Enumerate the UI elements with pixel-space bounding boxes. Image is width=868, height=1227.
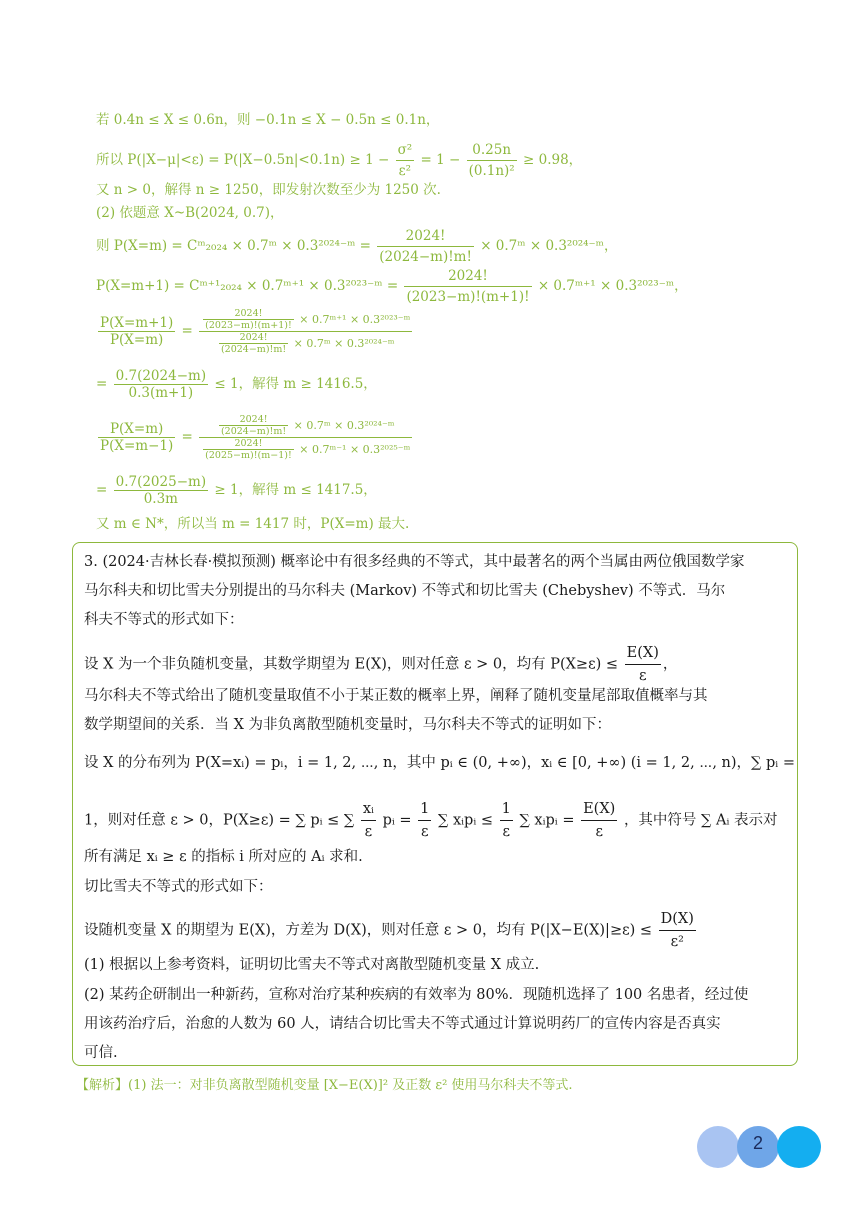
page-badge-circle xyxy=(697,1126,739,1168)
question-line: 科夫不等式的形式如下： xyxy=(84,612,244,628)
fraction: $\frac{0.7(2024-m)}{0.3(m+1)}$ xyxy=(115,368,207,401)
markov-proof: 1，则对任意 ε > 0，P(X≥ε) = ∑ pᵢ ≤ ∑ $\frac{\text{xᵢ}}{\varepsilon}$ pᵢ = $\frac{1}{\varepsilon}$ ∑ xᵢpᵢ ≤ $\frac{1}{\varepsilon}$ ∑ xᵢpᵢ = $\frac{E(X)}{\varepsilon}$ ，其中符号 ∑ Aᵢ 表示对 xyxy=(84,798,796,843)
solution-ratio-2: $\frac{P(X=m)}{P(X=m-1)}$ = $\frac{2024!}{(2024-m)!m!}$ × 0.7ᵐ × 0.3²⁰²⁴⁻ᵐ $\frac{2024!}{(2025-m)!(m-1)!}$ × 0.7ᵐ⁻¹ × 0.3²⁰²⁵⁻ᵐ xyxy=(100,414,411,461)
page-number: 2 xyxy=(752,1133,763,1153)
question-line: 3. (2024·吉林长春·模拟预测) 概率论中有很多经典的不等式，其中最著名的两个当属由两位俄国数学家 xyxy=(84,554,745,570)
fraction: $\frac{\text{xᵢ}}{\varepsilon}$ xyxy=(361,798,376,843)
solution-line-probability: 所以 P(|X−μ|<ε) = P(|X−0.5n|<0.1n) ≥ 1 − $\frac{\text{σ²}}{\text{ε²}}$ = 1 − $\frac{0.25n}{\text{(0.1n)²}}$ ≥ 0.98， xyxy=(96,142,583,179)
fraction: $\frac{E(X)}{\varepsilon}$ xyxy=(581,798,617,843)
question-line: 切比雪夫不等式的形式如下： xyxy=(84,879,273,895)
solution-line-pmf: 则 P(X=m) = Cᵐ₂₀₂₄ × 0.7ᵐ × 0.3²⁰²⁴⁻ᵐ = $\frac{2024!}{(2024-m)!m!}$ × 0.7ᵐ × 0.3²⁰²⁴⁻ᵐ， xyxy=(96,228,618,265)
fraction: $\frac{2024!}{(2024-m)!m!}$ xyxy=(379,228,472,265)
analysis-line xyxy=(76,1074,573,1093)
question-line: 用该药治疗后，治愈的人数为 60 人，请结合切比雪夫不等式通过计算说明药厂的宣传内容是否真实 xyxy=(84,1016,721,1032)
fraction: $\frac{0.25n}{\text{(0.1n)²}}$ xyxy=(468,142,515,179)
fraction: $\frac{\text{σ²}}{\text{ε²}}$ xyxy=(397,142,413,179)
page-badge-circle xyxy=(777,1126,821,1168)
solution-line: 又 n > 0，解得 n ≥ 1250，即发射次数至少为 1250 次. xyxy=(96,182,441,198)
markov-definition: 设 X 为一个非负随机变量，其数学期望为 E(X)，则对任意 ε > 0，均有 P(X≥ε) ≤ $\frac{E(X)}{\varepsilon}$ ， xyxy=(84,642,796,687)
question-part-1: (1) 根据以上参考资料，证明切比雪夫不等式对离散型随机变量 X 成立. xyxy=(84,957,540,973)
fraction: $\frac{1}{\varepsilon}$ xyxy=(418,798,431,843)
solution-line: 若 0.4n ≤ X ≤ 0.6n，则 −0.1n ≤ X − 0.5n ≤ 0.1n， xyxy=(96,112,440,128)
compound-fraction: $\frac{2024!}{(2023-m)!(m+1)!}$ × 0.7ᵐ⁺¹ × 0.3²⁰²³⁻ᵐ $\frac{2024!}{(2024-m)!m!}$ × 0.7ᵐ × 0.3²⁰²⁴⁻ᵐ xyxy=(199,308,412,355)
compound-fraction: $\frac{2024!}{(2024-m)!m!}$ × 0.7ᵐ × 0.3²⁰²⁴⁻ᵐ $\frac{2024!}{(2025-m)!(m-1)!}$ × 0.7ᵐ⁻¹ × 0.3²⁰²⁵⁻ᵐ xyxy=(199,414,412,461)
question-line: 所有满足 xᵢ ≥ ε 的指标 i 所对应的 Aᵢ 求和. xyxy=(84,849,363,865)
distribution-line: 设 X 的分布列为 P(X=xᵢ) = pᵢ，i = 1, 2, ⋯, n，其中 pᵢ ∈ (0, +∞)，xᵢ ∈ [0, +∞) (i = 1, 2, ⋯, n)，∑ pᵢ = xyxy=(84,755,795,771)
question-line: 数学期望间的关系．当 X 为非负离散型随机变量时，马尔科夫不等式的证明如下： xyxy=(84,717,612,733)
fraction: $\frac{P(X=m)}{P(X=m-1)}$ xyxy=(100,421,174,454)
fraction: $\frac{P(X=m+1)}{P(X=m)}$ xyxy=(100,315,174,348)
solution-line: (2) 依题意 X~B(2024, 0.7)， xyxy=(96,205,284,221)
solution-line-pmf-next: P(X=m+1) = Cᵐ⁺¹₂₀₂₄ × 0.7ᵐ⁺¹ × 0.3²⁰²³⁻ᵐ = $\frac{2024!}{(2023-m)!(m+1)!}$ × 0.7ᵐ⁺¹ × 0.3²⁰²³⁻ᵐ， xyxy=(96,268,688,305)
fraction: $\frac{D(X)}{\text{ε²}}$ xyxy=(659,908,696,953)
chebyshev-definition: 设随机变量 X 的期望为 E(X)，方差为 D(X)，则对任意 ε > 0，均有 P(|X−E(X)|≥ε) ≤ $\frac{D(X)}{\text{ε²}}$ xyxy=(84,908,796,953)
solution-ratio-1-result: = $\frac{0.7(2024-m)}{0.3(m+1)}$ ≤ 1，解得 m ≥ 1416.5， xyxy=(96,368,377,401)
fraction: $\frac{0.7(2025-m)}{0.3m}$ xyxy=(115,474,207,507)
analysis-tag: 【解析】 xyxy=(76,1078,129,1093)
solution-ratio-2-result: = $\frac{0.7(2025-m)}{0.3m}$ ≥ 1，解得 m ≤ 1417.5， xyxy=(96,474,377,507)
solution-conclusion: 又 m ∈ N*，所以当 m = 1417 时，P(X=m) 最大. xyxy=(96,516,410,532)
question-line: 马尔科夫和切比雪夫分别提出的马尔科夫 (Markov) 不等式和切比雪夫 (Chebyshev) 不等式．马尔 xyxy=(84,583,726,599)
fraction: $\frac{E(X)}{\varepsilon}$ xyxy=(625,642,661,687)
analysis-text: (1) 法一：对非负离散型随机变量 [X−E(X)]² 及正数 ε² 使用马尔科夫不等式. xyxy=(128,1078,573,1093)
question-line: 马尔科夫不等式给出了随机变量取值不小于某正数的概率上界，阐释了随机变量尾部取值概率与其 xyxy=(84,688,708,704)
solution-text: 所以 P(|X−μ|<ε) = P(|X−0.5n|<0.1n) ≥ 1 − xyxy=(96,152,390,168)
fraction: $\frac{1}{\varepsilon}$ xyxy=(500,798,513,843)
fraction: $\frac{2024!}{(2023-m)!(m+1)!}$ xyxy=(406,268,530,305)
question-part-2: (2) 某药企研制出一种新药，宣称对治疗某种疾病的有效率为 80%．现随机选择了 100 名患者，经过使 xyxy=(84,987,749,1003)
solution-ratio-1: $\frac{P(X=m+1)}{P(X=m)}$ = $\frac{2024!}{(2023-m)!(m+1)!}$ × 0.7ᵐ⁺¹ × 0.3²⁰²³⁻ᵐ $\frac{2024!}{(2024-m)!m!}$ × 0.7ᵐ × 0.3²⁰²⁴⁻ᵐ xyxy=(100,308,411,355)
question-line: 可信. xyxy=(84,1045,118,1061)
